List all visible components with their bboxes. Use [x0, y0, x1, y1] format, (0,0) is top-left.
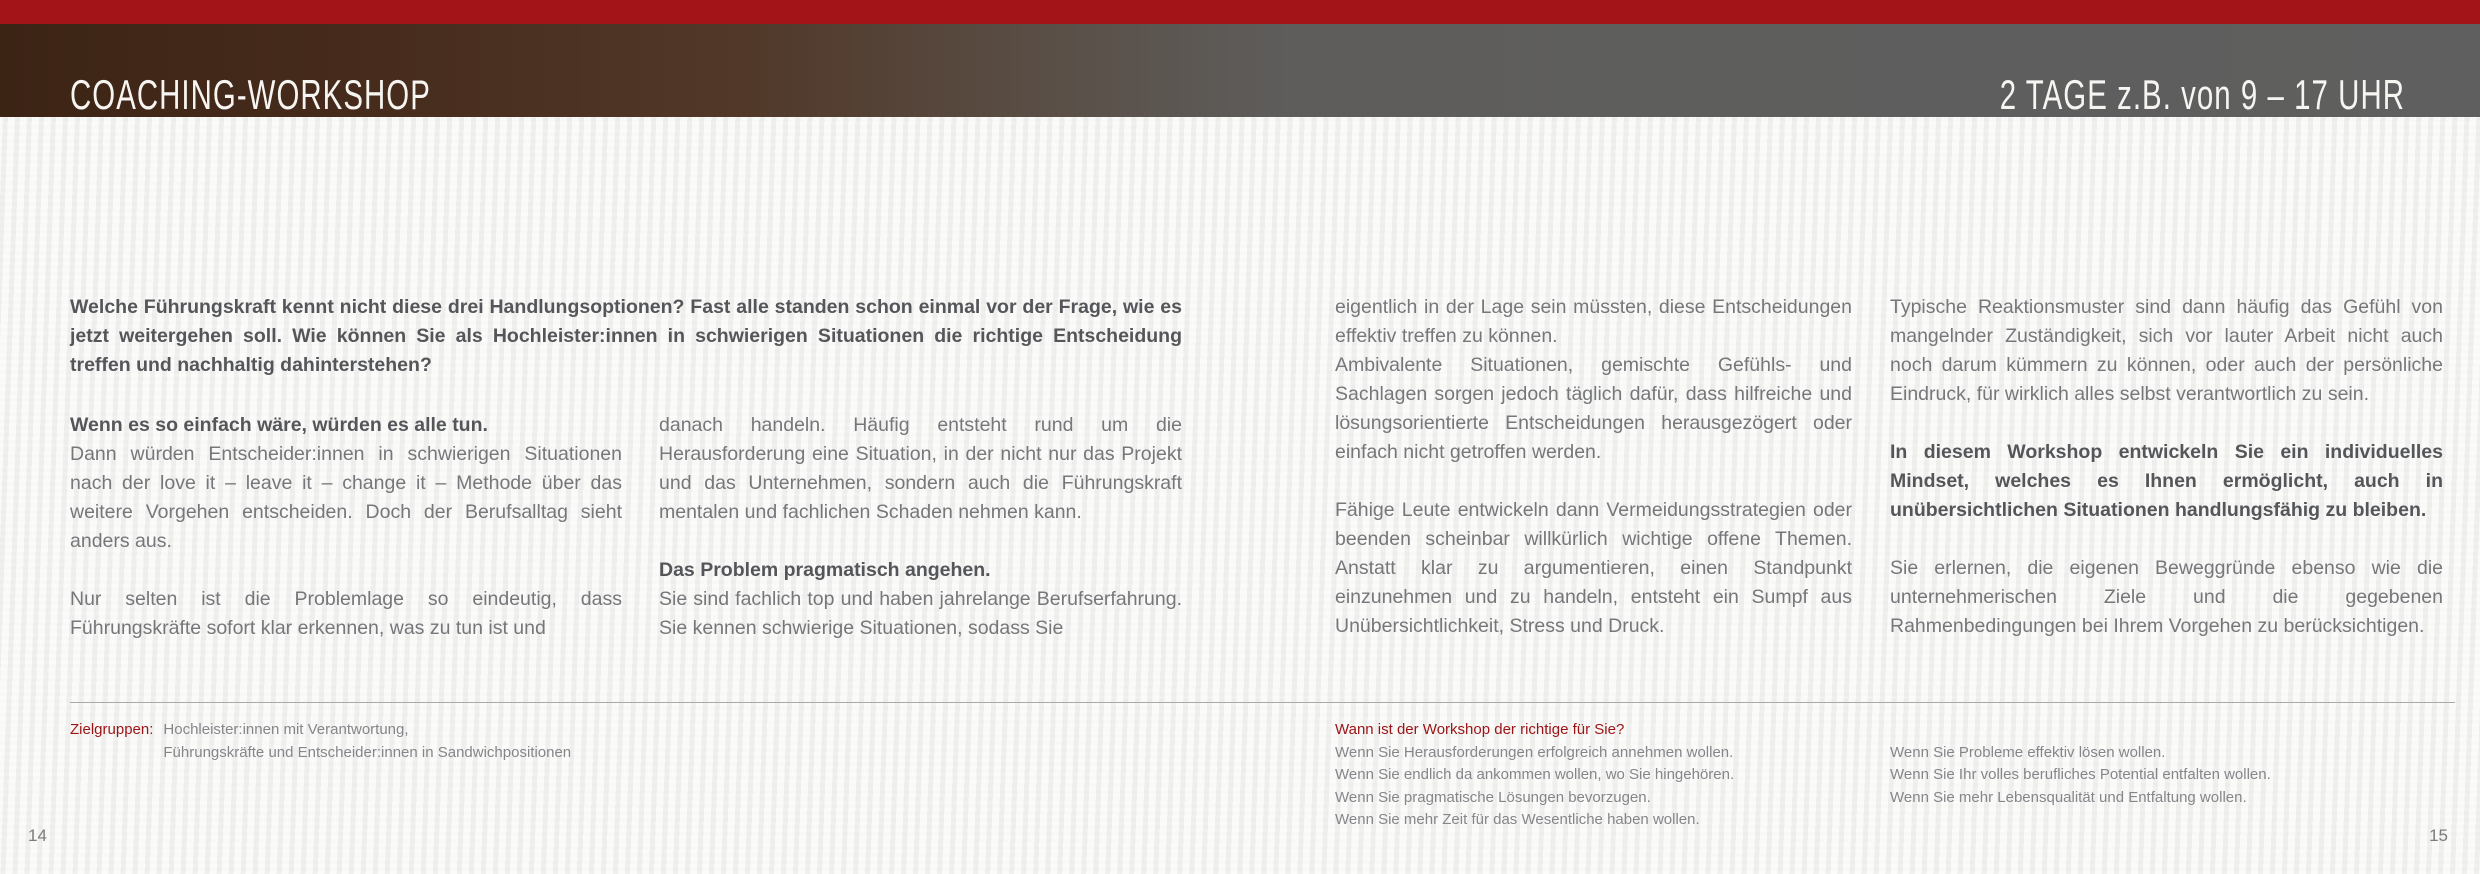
target-group-item: Führungskräfte und Entscheider:innen in Sandwichpositionen [163, 743, 572, 761]
target-groups-block [70, 719, 571, 764]
list-item: Wenn Sie Ihr volles berufliches Potential entfalten wollen. [1890, 766, 2271, 784]
paragraph: danach handeln. Häufig entsteht rund um die Herausforderung eine Situation, in der nicht nur das Projekt und das Unternehmen, sondern auch die Führungskraft mentalen und fachlichen Schaden nehmen kann. [659, 414, 1182, 523]
right-page-column-1 [1335, 293, 1852, 641]
workshop-fit-heading: Wann ist der Workshop der richtige für Sie? [1335, 721, 1625, 738]
list-item: Wenn Sie Herausforderungen erfolgreich annehmen wollen. [1335, 743, 1734, 761]
paragraph: Dann würden Entscheider:innen in schwierigen Situationen nach der love it – leave it – change it – Methode über das weitere Vorgehen entscheiden. Doch der Berufsalltag sieht anders aus. [70, 443, 622, 552]
workshop-fit-list-2 [1890, 742, 2450, 810]
paragraph: Ambivalente Situationen, gemischte Gefühls- und Sachlagen sorgen jedoch täglich dafür, dass hilfreiche und lösungsorientierte Entscheidungen herausgezögert oder einfach nicht getroffen werden. [1335, 354, 1852, 463]
paragraph: Sie sind fachlich top und haben jahrelange Berufserfahrung. Sie kennen schwierige Situationen, sodass Sie [659, 588, 1182, 639]
target-groups-lines [163, 719, 571, 764]
right-page-column-2 [1890, 293, 2443, 641]
target-groups-label: Zielgruppen: [70, 721, 154, 738]
left-page-column-1 [70, 411, 622, 643]
list-item: Wenn Sie Probleme effektiv lösen wollen. [1890, 743, 2166, 761]
workshop-fit-block [1335, 719, 1895, 832]
list-item: Wenn Sie endlich da ankommen wollen, wo Sie hingehören. [1335, 766, 1735, 784]
paragraph: Fähige Leute entwickeln dann Vermeidungsstrategien oder beenden scheinbar willkürlich wichtige offene Themen. Anstatt klar zu argumentieren, einen Standpunkt einzunehmen und zu handeln, entsteht ein Sumpf aus Unübersichtlichkeit, Stress und Druck. [1335, 499, 1852, 637]
workshop-benefit-paragraph: In diesem Workshop entwickeln Sie ein individuelles Mindset, welches es Ihnen ermöglicht, auch in unübersichtlichen Situationen handlungsfähig zu bleiben. [1890, 441, 2443, 521]
list-item: Wenn Sie pragmatische Lösungen bevorzugen. [1335, 788, 1651, 806]
page-number-right: 15 [2429, 826, 2448, 845]
section-heading: Wenn es so einfach wäre, würden es alle tun. [70, 414, 488, 436]
header-band [0, 24, 2480, 117]
intro-paragraph: Welche Führungskraft kennt nicht diese drei Handlungsoptionen? Fast alle standen schon einmal vor der Frage, wie es jetzt weitergehen soll. Wie können Sie als Hochleister:innen in schwierigen Situationen die richtige Entscheidung treffen und nachhaltig dahinterstehen? [70, 296, 1182, 376]
top-red-bar [0, 0, 2480, 24]
paragraph: eigentlich in der Lage sein müssten, diese Entscheidungen effektiv treffen zu können. [1335, 296, 1852, 347]
paragraph: Nur selten ist die Problemlage so eindeutig, dass Führungskräfte sofort klar erkennen, was zu tun ist und [70, 588, 622, 639]
page-number-left: 14 [28, 826, 47, 845]
page-title: COACHING-WORKSHOP [70, 71, 431, 119]
workshop-fit-list-1 [1335, 742, 1895, 832]
list-item: Wenn Sie mehr Lebensqualität und Entfaltung wollen. [1890, 788, 2247, 806]
section-heading: Das Problem pragmatisch angehen. [659, 559, 991, 581]
paragraph: Sie erlernen, die eigenen Beweggründe ebenso wie die unternehmerischen Ziele und die gegebenen Rahmenbedingungen bei Ihrem Vorgehen zu berücksichtigen. [1890, 557, 2443, 637]
list-item: Wenn Sie mehr Zeit für das Wesentliche haben wollen. [1335, 811, 1700, 829]
left-page-column-2 [659, 411, 1182, 643]
paragraph: Typische Reaktionsmuster sind dann häufig das Gefühl von mangelnder Zuständigkeit, sich vor lauter Arbeit nicht auch noch darum kümmern zu können, oder auch der persönliche Eindruck, für wirklich alles selbst verantwortlich zu sein. [1890, 296, 2443, 405]
target-group-item: Hochleister:innen mit Verantwortung, [163, 721, 409, 738]
header-duration: 2 TAGE z.B. von 9 – 17 UHR [1999, 71, 2405, 119]
footer-divider [70, 702, 2455, 703]
